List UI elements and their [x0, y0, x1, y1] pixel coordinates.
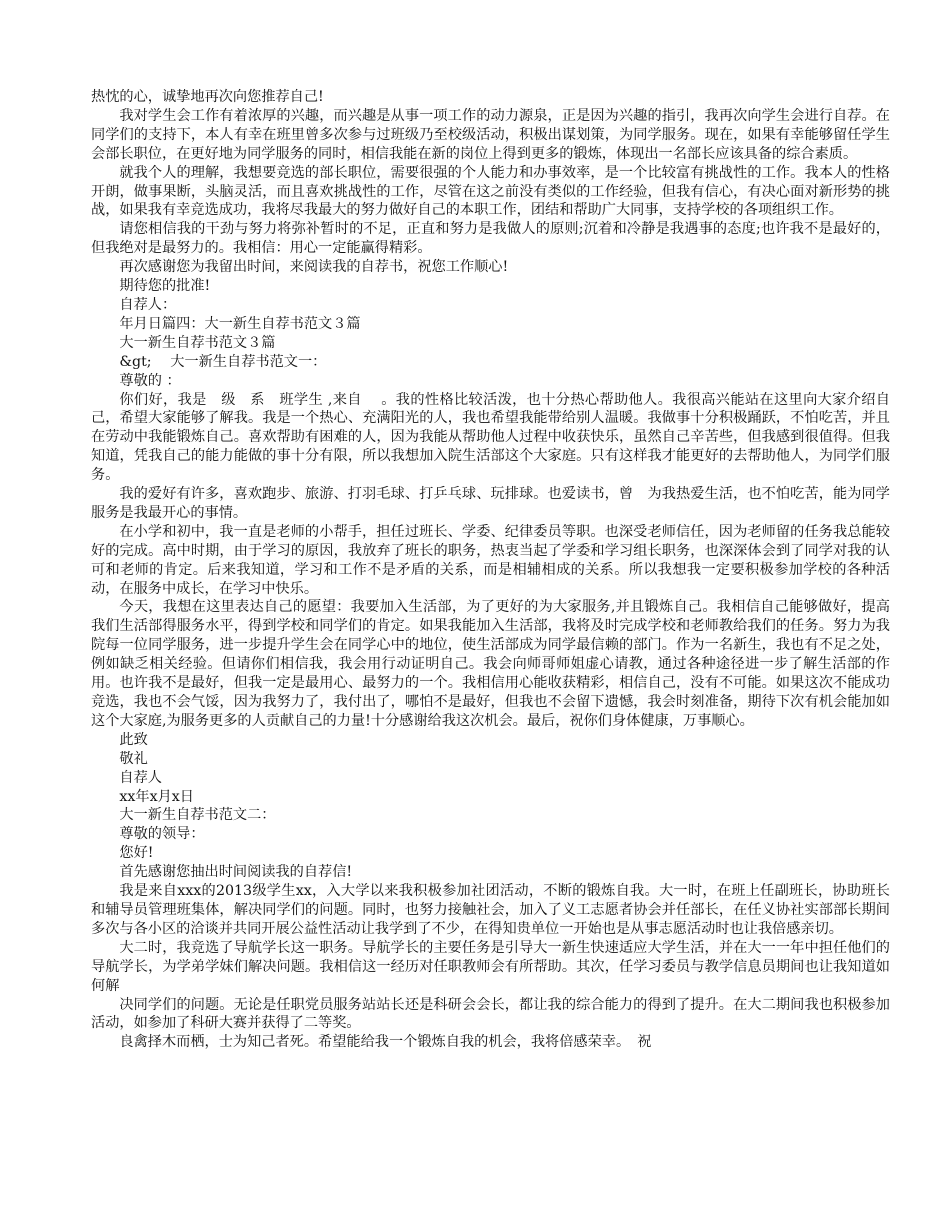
- document-paragraph: 热忱的心，诚挚地再次向您推荐自己!: [91, 89, 324, 105]
- document-body: [91, 88, 890, 1052]
- document-paragraph: 尊敬的 ：: [119, 372, 181, 389]
- document-paragraph: 在小学和初中，我一直是老师的小帮手，担任过班长、学委、纪律委员等职。也深受老师信任，因为老师留的任务我总能较好的完成。高中时期，由于学习的原因，我放弃了班长的职务，热衷当起了学委和学习组长职务，也深深体会到了同学对我的认可和老师的肯定。后来我知道，学习和工作不是矛盾的关系，而是相辅相成的关系。所以我想我一定要积极参加学校的各种活动，在服务中成长，在学习中快乐。: [91, 523, 890, 597]
- document-paragraph: 我的爱好有许多，喜欢跑步、旅游、打羽毛球、打乒乓球、玩排球。也爱读书，曾 为我热爱生活，也不怕吃苦，能为同学服务是我最开心的事情。: [91, 486, 890, 521]
- document-paragraph: 良禽择木而栖，士为知己者死。希望能给我一个锻炼自我的机会，我将倍感荣幸。 祝: [119, 1034, 652, 1051]
- document-paragraph: 我是来自xxx的2013级学生xx，入大学以来我积极参加社团活动，不断的锻炼自我。大一时，在班上任副班长，协助班长和辅导员管理班集体，解决同学们的问题。同时，也努力接触社会，加入了义工志愿者协会并任部长，在任义协社实部部长期间多次与各小区的洽谈并共同开展公益性活动让我学到了不少，在得知贵单位一开始也是从事志愿活动时也让我倍感亲切。: [91, 883, 890, 937]
- document-paragraph: 请您相信我的干劲与努力将弥补暂时的不足，正直和努力是我做人的原则;沉着和冷静是我遇事的态度;也许我不是最好的，但我绝对是最努力的。我相信：用心一定能赢得精彩。: [91, 221, 890, 257]
- document-paragraph: 年月日篇四：大一新生自荐书范文３篇: [119, 315, 361, 332]
- document-paragraph: 大一新生自荐书范文二：: [119, 807, 276, 824]
- document-paragraph: 你们好，我是 级 系 班学生 ,来自 。我的性格比较活泼，也十分热心帮助他人。我很高兴能站在这里向大家介绍自己，希望大家能够了解我。我是一个热心、充满阳光的人，我也希望我能带给别人温暖。我做事十分积极踊跃，不怕吃苦，并且在劳动中我能锻炼自己。喜欢帮助有困难的人，因为我能从帮助他人过程中收获快乐，虽然自己辛苦些，但我感到很值得。但我知道，凭我自己的能力能做的事十分有限，所以我想加入院生活部这个大家庭。只有这样我才能更好的去帮助他人，为同学们服务。: [91, 391, 890, 484]
- document-paragraph: &gt; 大一新生自荐书范文一：: [119, 353, 327, 370]
- document-paragraph: 自荐人: [119, 769, 162, 786]
- document-paragraph: 尊敬的领导：: [119, 826, 205, 843]
- document-paragraph: 敬礼: [119, 750, 148, 767]
- document-paragraph: 自荐人：: [119, 296, 177, 313]
- document-paragraph: 今天，我想在这里表达自己的愿望：我要加入生活部，为了更好的为大家服务,并且锻炼自己。我相信自己能够做好，提高我们生活部得服务水平，得到学校和同学们的肯定。如果我能加入生活部，我将及时完成学校和老师教给我们的任务。努力为我院每一位同学服务，进一步提升学生会在同学心中的地位，使生活部成为同学最信赖的部门。作为一名新生，我也有不足之处，例如缺乏相关经验。但请你们相信我，我会用行动证明自己。我会向师哥师姐虚心请教，通过各种途径进一步了解生活部的作用。也许我不是最好，但我一定是最用心、最努力的一个。我相信用心能收获精彩，相信自己，没有不可能。如果这次不能成功竞选，我也不会气馁，因为我努力了，我付出了，哪怕不是最好，但我也不会留下遗憾，我会时刻准备，期待下次有机会能加如这个大家庭,为服务更多的人贡献自己的力量!十分感谢给我这次机会。最后，祝你们身体健康，万事顺心。: [91, 599, 890, 729]
- document-paragraph: 决同学们的问题。无论是任职党员服务站站长还是科研会会长，都让我的综合能力的得到了提升。在大二期间我也积极参加活动，如参加了科研大赛并获得了二等奖。: [91, 996, 890, 1032]
- document-paragraph: 大一新生自荐书范文３篇: [119, 334, 276, 351]
- document-paragraph: 我对学生会工作有着浓厚的兴趣，而兴趣是从事一项工作的动力源泉，正是因为兴趣的指引，我再次向学生会进行自荐。在同学们的支持下，本人有幸在班里曾多次参与过班级乃至校级活动，积极出谋划策，为同学服务。现在，如果有幸能够留任学生会部长职位，在更好地为同学服务的同时，相信我能在新的岗位上得到更多的锻炼，体现出一名部长应该具备的综合素质。: [91, 107, 890, 162]
- document-paragraph: xx年x月x日: [119, 788, 194, 805]
- document-paragraph: 期待您的批准!: [119, 278, 211, 295]
- document-paragraph: 再次感谢您为我留出时间，来阅读我的自荐书，祝您工作顺心!: [119, 259, 509, 276]
- document-paragraph: 首先感谢您抽出时间阅读我的自荐信!: [119, 864, 353, 881]
- document-paragraph: 您好!: [119, 845, 154, 862]
- document-paragraph: 就我个人的理解，我想要竞选的部长职位，需要很强的个人能力和办事效率，是一个比较富有挑战性的工作。我本人的性格开朗，做事果断，头脑灵活，而且喜欢挑战性的工作，尽管在这之前没有类似的工作经验，但我有信心，有决心面对新形势的挑战，如果我有幸竞选成功，我将尽我最大的努力做好自己的本职工作，团结和帮助广大同事，支持学校的各项组织工作。: [91, 164, 890, 219]
- document-paragraph: 此致: [119, 731, 148, 748]
- document-paragraph: 大二时，我竞选了导航学长这一职务。导航学长的主要任务是引导大一新生快速适应大学生活，并在大一一年中担任他们的导航学长，为学弟学妹们解决问题。我相信这一经历对任职教师会有所帮助。其次，任学习委员与教学信息员期间也让我知道如何解: [91, 939, 890, 994]
